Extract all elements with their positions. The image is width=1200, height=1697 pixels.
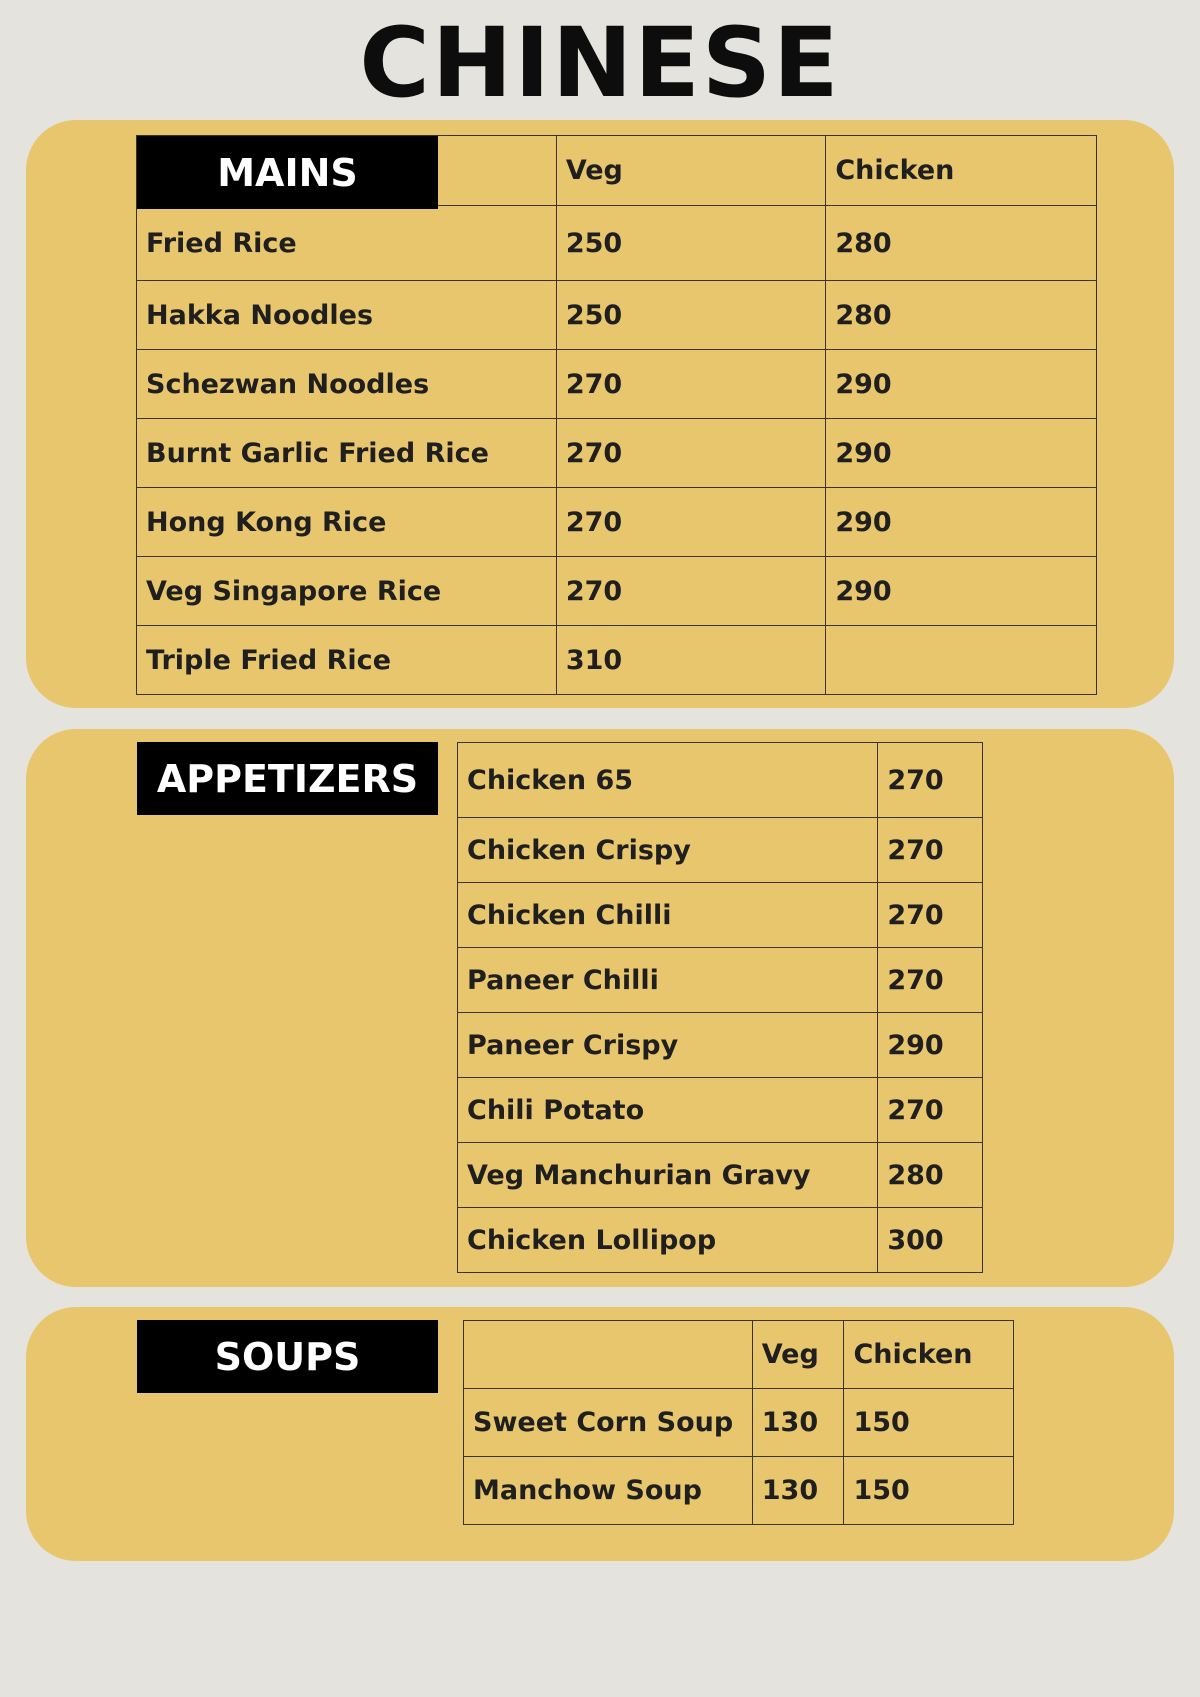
chicken-price: 290 (826, 488, 1097, 557)
table-row (464, 1389, 1014, 1457)
table-row (137, 206, 1097, 281)
dish-name: Triple Fried Rice (137, 626, 557, 695)
chicken-price: 290 (826, 350, 1097, 419)
dish-price: 270 (878, 1078, 983, 1143)
table-row (458, 1208, 983, 1273)
chicken-price: 280 (826, 281, 1097, 350)
dish-name: Chicken 65 (458, 743, 878, 818)
table-row (137, 350, 1097, 419)
table-row (458, 1078, 983, 1143)
chicken-price: 150 (844, 1389, 1014, 1457)
appetizers-table (457, 742, 983, 1273)
table-row (137, 488, 1097, 557)
table-row (458, 743, 983, 818)
dish-name: Veg Singapore Rice (137, 557, 557, 626)
dish-name: Schezwan Noodles (137, 350, 557, 419)
dish-price: 270 (878, 948, 983, 1013)
table-row (458, 883, 983, 948)
dish-name: Manchow Soup (464, 1457, 753, 1525)
table-row (137, 557, 1097, 626)
veg-price: 270 (556, 419, 826, 488)
chicken-price (826, 626, 1097, 695)
veg-price: 250 (556, 206, 826, 281)
table-row (458, 1013, 983, 1078)
mains-header-chicken: Chicken (826, 136, 1097, 206)
dish-name: Chili Potato (458, 1078, 878, 1143)
dish-name: Fried Rice (137, 206, 557, 281)
table-row (137, 626, 1097, 695)
page-title: CHINESE (359, 7, 841, 119)
table-row (137, 281, 1097, 350)
chicken-price: 290 (826, 419, 1097, 488)
dish-name: Paneer Chilli (458, 948, 878, 1013)
veg-price: 270 (556, 557, 826, 626)
veg-price: 270 (556, 350, 826, 419)
veg-price: 310 (556, 626, 826, 695)
mains-label: MAINS (137, 136, 438, 209)
dish-name: Paneer Crispy (458, 1013, 878, 1078)
dish-name: Veg Manchurian Gravy (458, 1143, 878, 1208)
soups-header-veg: Veg (752, 1321, 844, 1389)
chicken-price: 290 (826, 557, 1097, 626)
dish-price: 270 (878, 883, 983, 948)
appetizers-label: APPETIZERS (137, 742, 438, 815)
dish-price: 280 (878, 1143, 983, 1208)
table-row (458, 1143, 983, 1208)
dish-name: Hong Kong Rice (137, 488, 557, 557)
dish-price: 300 (878, 1208, 983, 1273)
dish-name: Chicken Crispy (458, 818, 878, 883)
table-row (464, 1457, 1014, 1525)
veg-price: 270 (556, 488, 826, 557)
veg-price: 250 (556, 281, 826, 350)
table-row (137, 419, 1097, 488)
dish-price: 290 (878, 1013, 983, 1078)
table-row (458, 818, 983, 883)
dish-name: Chicken Chilli (458, 883, 878, 948)
dish-name: Hakka Noodles (137, 281, 557, 350)
soups-table (463, 1320, 1014, 1525)
soups-label: SOUPS (137, 1320, 438, 1393)
soups-header-blank (464, 1321, 753, 1389)
dish-name: Burnt Garlic Fried Rice (137, 419, 557, 488)
mains-table (136, 135, 1097, 695)
veg-price: 130 (752, 1389, 844, 1457)
veg-price: 130 (752, 1457, 844, 1525)
table-row (458, 948, 983, 1013)
mains-header-veg: Veg (556, 136, 826, 206)
dish-name: Sweet Corn Soup (464, 1389, 753, 1457)
dish-price: 270 (878, 743, 983, 818)
chicken-price: 280 (826, 206, 1097, 281)
dish-name: Chicken Lollipop (458, 1208, 878, 1273)
soups-header-row (464, 1321, 1014, 1389)
chicken-price: 150 (844, 1457, 1014, 1525)
dish-price: 270 (878, 818, 983, 883)
soups-header-chicken: Chicken (844, 1321, 1014, 1389)
